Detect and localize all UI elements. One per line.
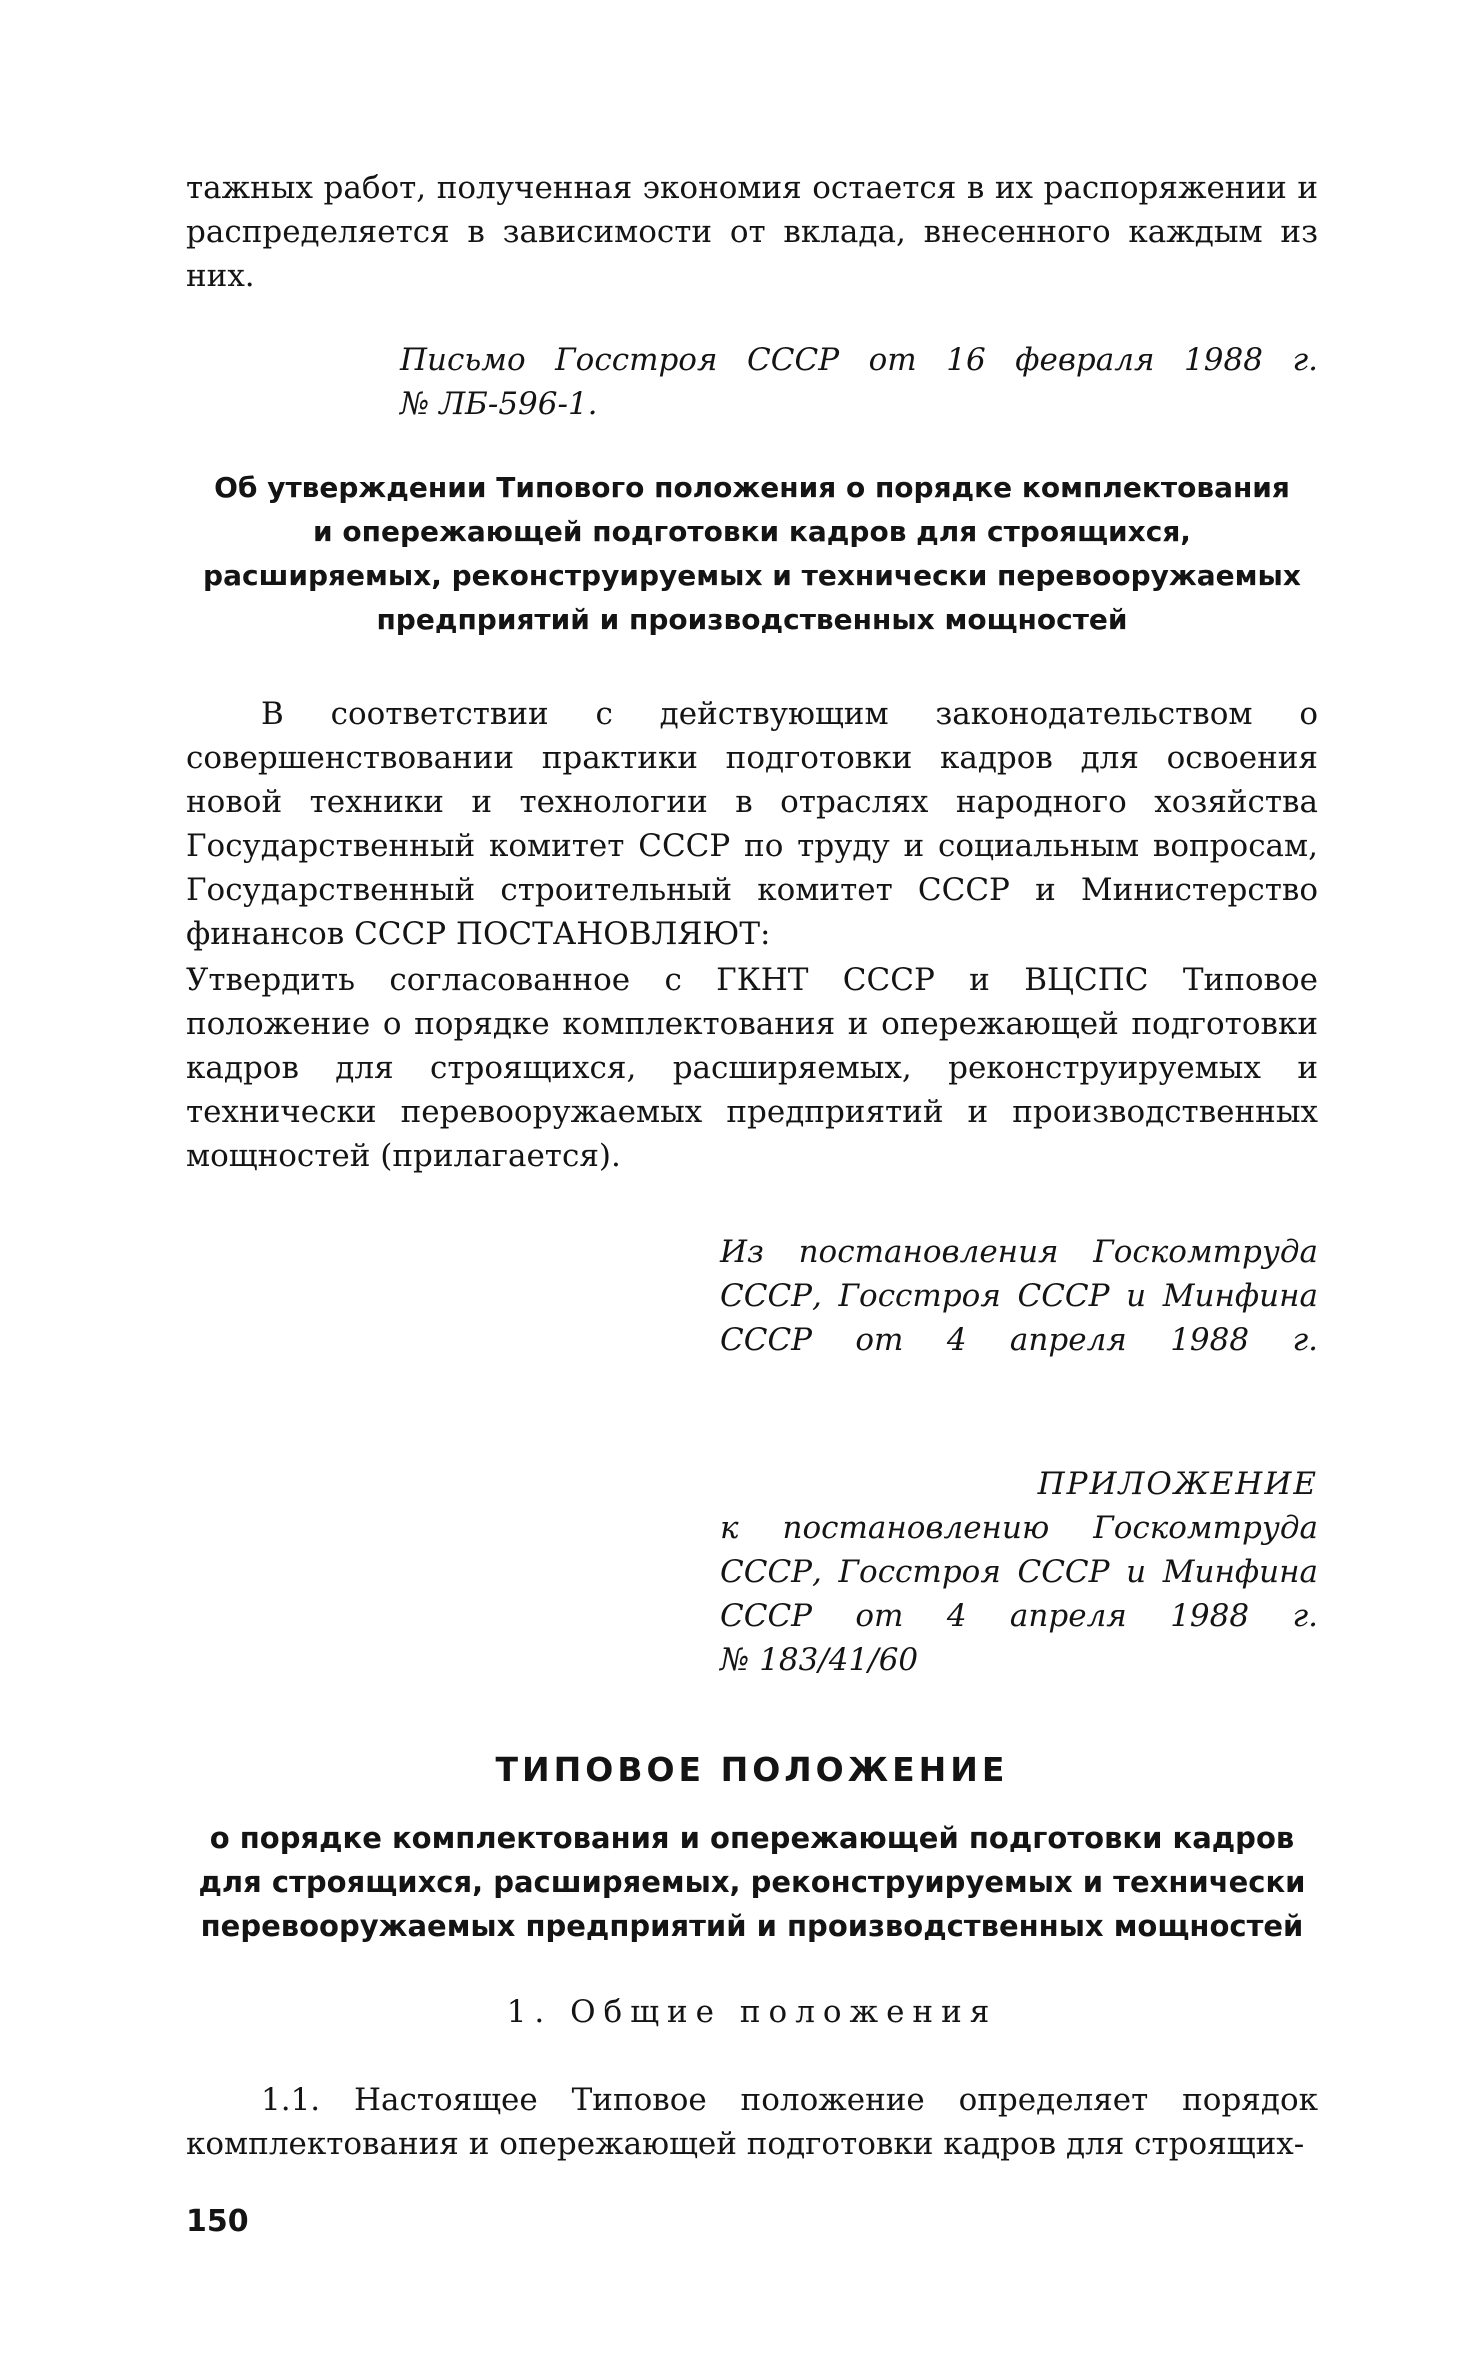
letter-reference bbox=[400, 338, 1318, 426]
heading-decree-title bbox=[186, 466, 1318, 642]
page-number: 150 bbox=[186, 2204, 249, 2239]
subtitle-line1: о порядке комплектования и опережающей подготовки кадров bbox=[209, 1821, 1295, 1855]
letter-reference-line2: № ЛБ-596-1. bbox=[400, 386, 598, 422]
paragraph-resolution: Утвердить согласованное с ГКНТ СССР и ВЦСПС Типовое положение о порядке комплектования и опережающей подготовки кадров для строящихся, расширяемых, реконструируемых и технически перевооружаемых предприятий и производственных мощностей (прилагается). bbox=[186, 962, 1318, 1174]
heading-line3: расширяемых, реконструируемых и технически перевооружаемых bbox=[203, 559, 1301, 592]
top-paragraph: тажных работ, полученная экономия остается в их распоряжении и распределяется в зависимости от вклада, внесенного каждым из них. bbox=[186, 170, 1318, 294]
decree-reference bbox=[720, 1230, 1318, 1362]
heading-line2: и опережающей подготовки кадров для строящихся, bbox=[313, 515, 1191, 548]
appendix-number: № 183/41/60 bbox=[720, 1642, 919, 1678]
document-title: ТИПОВОЕ ПОЛОЖЕНИЕ bbox=[495, 1750, 1009, 1789]
heading-line1: Об утверждении Типового положения о порядке комплектования bbox=[214, 471, 1290, 504]
section-heading: 1. Общие положения bbox=[506, 1994, 998, 2030]
heading-line4: предприятий и производственных мощностей bbox=[376, 603, 1128, 636]
document-subtitle bbox=[186, 1816, 1318, 1948]
appendix-label: ПРИЛОЖЕНИЕ bbox=[1037, 1466, 1318, 1502]
appendix-block bbox=[720, 1462, 1318, 1682]
paragraph-preamble: В соответствии с действующим законодательством о совершенствовании практики подготовки кадров для освоения новой техники и технологии в отраслях народного хозяйства Государственный комитет СССР по труду и социальным вопросам, Государственный строительный комитет СССР и Министерство финансов СССР ПОСТАНОВЛЯЮТ: bbox=[186, 696, 1318, 952]
paragraph-general-provisions: 1.1. Настоящее Типовое положение определяет порядок комплектования и опережающей подготовки кадров для строящих- bbox=[186, 2082, 1318, 2162]
subtitle-line3: перевооружаемых предприятий и производственных мощностей bbox=[200, 1909, 1304, 1943]
decree-reference-line1: Из постановления Госкомтруда bbox=[720, 1234, 1318, 1270]
subtitle-line2: для строящихся, расширяемых, реконструируемых и технически bbox=[198, 1865, 1306, 1899]
letter-reference-line1: Письмо Госстроя СССР от 16 февраля 1988 г. bbox=[400, 342, 1318, 378]
appendix-text: к постановлению Госкомтруда СССР, Госстроя СССР и Минфина СССР от 4 апреля 1988 г. bbox=[720, 1510, 1318, 1634]
decree-reference-line2: СССР, Госстроя СССР и Минфина СССР от 4 апреля 1988 г. bbox=[720, 1278, 1318, 1358]
